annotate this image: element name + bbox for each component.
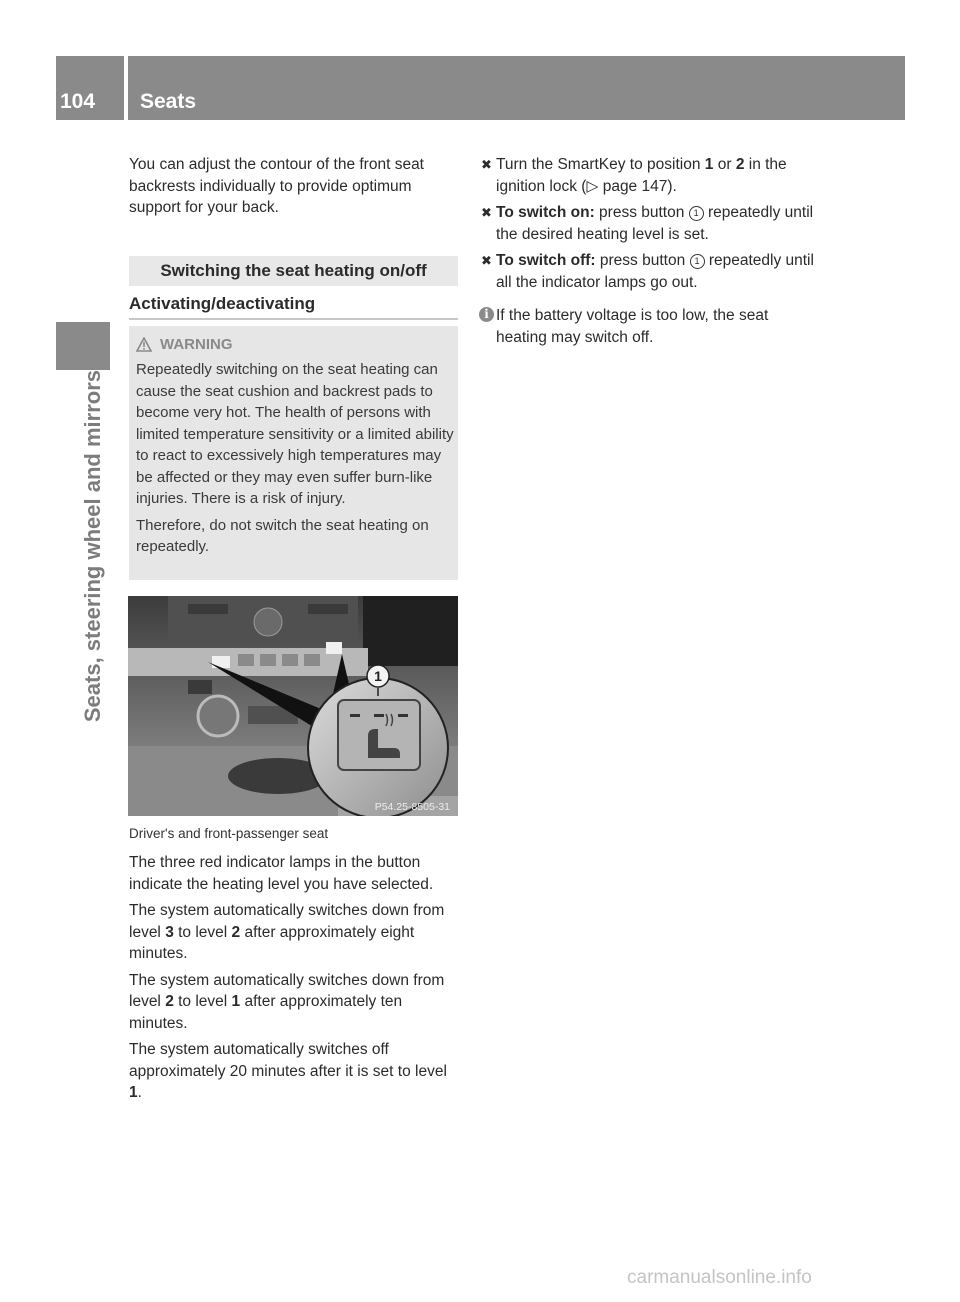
console-illustration bbox=[128, 596, 458, 816]
warning-triangle-icon bbox=[136, 337, 152, 352]
step-arrow-icon: ✖ bbox=[481, 253, 492, 268]
seat-heating-button-photo bbox=[128, 596, 458, 816]
watermark: carmanualsonline.info bbox=[627, 1267, 812, 1288]
side-tab-block bbox=[56, 322, 110, 370]
header-bar bbox=[128, 56, 905, 120]
paragraph-level3: The system automatically switches down from level 3 to level 2 after approximately eight minutes. bbox=[129, 902, 445, 962]
step-switch-off: ✖ To switch off: press button 1 repeatedly until all the indicator lamps go out. bbox=[481, 252, 814, 291]
side-tab-label-wrap bbox=[70, 370, 116, 760]
warning-text-1: Repeatedly switching on the seat heating can cause the seat cushion and backrest pads to become very hot. The health of persons with limited temperature sensitivity or a limited ability to react to excessively high temperatures may be affected or they may even suffer burn-like injuries. There is a risk of injury. bbox=[136, 361, 454, 507]
chapter-title: Seats bbox=[140, 90, 197, 113]
subheading: Activating/deactivating bbox=[129, 294, 458, 320]
column-left-body bbox=[129, 852, 461, 1104]
step-arrow-icon: ✖ bbox=[481, 157, 492, 172]
warning-label: WARNING bbox=[160, 336, 233, 353]
paragraph-indicator-lamps: The three red indicator lamps in the button indicate the heating level you have selected. bbox=[129, 854, 434, 893]
section-heading: Switching the seat heating on/off bbox=[129, 256, 458, 286]
warning-title bbox=[136, 336, 456, 353]
info-note: i If the battery voltage is too low, the seat heating may switch off. bbox=[481, 305, 821, 348]
step-turn-smartkey: ✖ Turn the SmartKey to position 1 or 2 in the ignition lock (▷ page 147). bbox=[481, 156, 787, 195]
button-1-ref-icon: 1 bbox=[690, 254, 705, 269]
figure-code: P54.25-8505-31 bbox=[374, 801, 450, 813]
warning-text-2: Therefore, do not switch the seat heating on repeatedly. bbox=[136, 516, 429, 555]
callout-number: 1 bbox=[374, 668, 382, 684]
step-arrow-icon: ✖ bbox=[481, 205, 492, 220]
step-switch-on: ✖ To switch on: press button 1 repeatedly until the desired heating level is set. bbox=[481, 204, 814, 243]
intro-paragraph: You can adjust the contour of the front seat backrests individually to provide optimum support for your back. bbox=[129, 156, 424, 216]
image-caption: Driver's and front-passenger seat bbox=[129, 826, 329, 841]
column-right bbox=[481, 154, 821, 348]
info-icon: i bbox=[479, 307, 494, 322]
page-number-box bbox=[56, 56, 124, 120]
button-1-ref-icon: 1 bbox=[689, 206, 704, 221]
column-left bbox=[129, 154, 459, 257]
page-ref-arrow-icon: ▷ bbox=[586, 177, 599, 195]
page-number: 104 bbox=[60, 90, 96, 113]
paragraph-level2: The system automatically switches down from level 2 to level 1 after approximately ten minutes. bbox=[129, 971, 445, 1032]
warning-box bbox=[129, 326, 458, 580]
side-tab-label: Seats, steering wheel and mirrors bbox=[80, 370, 105, 723]
paragraph-switch-off: The system automatically switches off approximately 20 minutes after it is set to level 1. bbox=[129, 1041, 447, 1101]
